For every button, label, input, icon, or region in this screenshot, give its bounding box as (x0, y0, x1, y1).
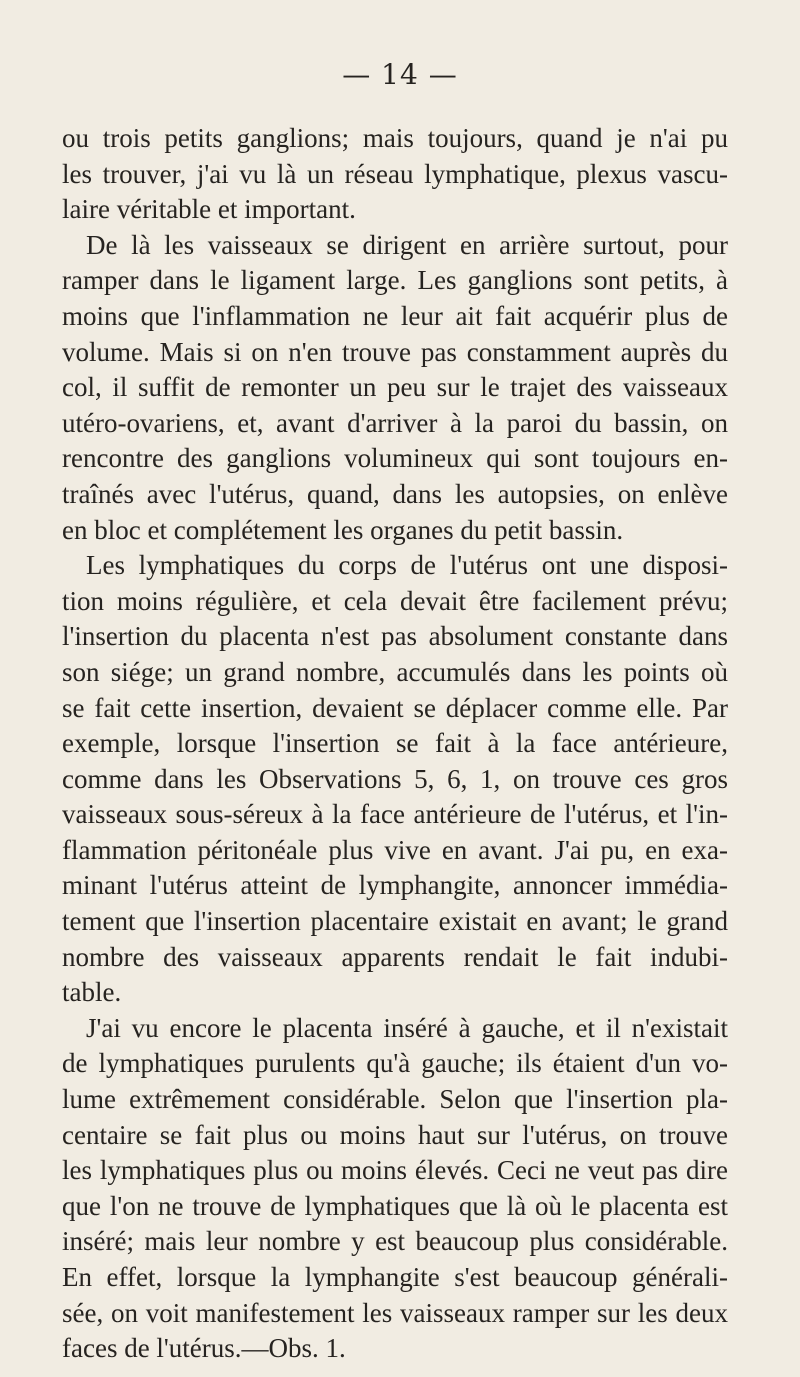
text-line: rencontre des ganglions volumineux qui sont toujours en- (62, 443, 728, 474)
text-line: lume extrêmement considérable. Selon que l'insertion pla- (62, 1084, 728, 1115)
paragraph-start-line: De là les vaisseaux se dirigent en arrière surtout, pour (86, 229, 728, 260)
text-line: volume. Mais si on n'en trouve pas constamment auprès du (62, 336, 728, 367)
text-line: sée, on voit manifestement les vaisseaux ramper sur les deux (62, 1297, 728, 1328)
text-line: en bloc et complétement les organes du petit bassin. (62, 514, 624, 545)
text-line: son siége; un grand nombre, accumulés dans les points où (62, 656, 728, 687)
text-line: se fait cette insertion, devaient se déplacer comme elle. Par (62, 692, 728, 723)
text-line: col, il suffit de remonter un peu sur le trajet des vaisseaux (62, 372, 728, 403)
text-line: nombre des vaisseaux apparents rendait le fait indubi- (62, 941, 728, 972)
text-line: inséré; mais leur nombre y est beaucoup plus considérable. (62, 1226, 728, 1257)
text-line: minant l'utérus atteint de lymphangite, annoncer immédia- (62, 870, 728, 901)
text-line: table. (62, 977, 122, 1008)
text-line: tion moins régulière, et cela devait être facilement prévu; (62, 585, 728, 616)
text-line: ramper dans le ligament large. Les ganglions sont petits, à (62, 265, 728, 296)
text-line: comme dans les Observations 5, 6, 1, on trouve ces gros (62, 763, 728, 794)
text-line: que l'on ne trouve de lymphatiques que là où le placenta est (62, 1190, 728, 1221)
text-line: tement que l'insertion placentaire existait en avant; le grand (62, 906, 728, 937)
text-line: les trouver, j'ai vu là un réseau lymphatique, plexus vascu- (62, 158, 728, 189)
text-line: ou trois petits ganglions; mais toujours, quand je n'ai pu (62, 123, 728, 153)
text-line: faces de l'utérus.—Obs. 1. (62, 1333, 346, 1364)
text-line: moins que l'inflammation ne leur ait fait acquérir plus de (62, 300, 728, 331)
text-line: les lymphatiques plus ou moins élevés. Ceci ne veut pas dire (62, 1155, 728, 1186)
paragraph-start-line: Les lymphatiques du corps de l'utérus ont une disposi- (86, 550, 728, 581)
text-line: traînés avec l'utérus, quand, dans les autopsies, on enlève (62, 478, 728, 509)
text-line: En effet, lorsque la lymphangite s'est beaucoup générali- (62, 1262, 728, 1292)
text-line: l'insertion du placenta n'est pas absolument constante dans (62, 621, 728, 652)
text-line: exemple, lorsque l'insertion se fait à la face antérieure, (62, 728, 728, 759)
text-line: laire véritable et important. (62, 194, 356, 225)
page-number: — 14 — (342, 58, 458, 91)
text-line: de lymphatiques purulents qu'à gauche; ils étaient d'un vo- (62, 1048, 728, 1079)
text-line: vaisseaux sous-séreux à la face antérieure de l'utérus, et l'in- (62, 799, 728, 830)
text-line: centaire se fait plus ou moins haut sur l'utérus, on trouve (62, 1119, 728, 1150)
text-line: utéro-ovariens, et, avant d'arriver à la paroi du bassin, on (62, 407, 728, 438)
body-text (62, 121, 728, 1367)
paragraph-start-line: J'ai vu encore le placenta inséré à gauche, et il n'existait (86, 1012, 728, 1043)
text-line: flammation péritonéale plus vive en avant. J'ai pu, en exa- (62, 834, 728, 865)
